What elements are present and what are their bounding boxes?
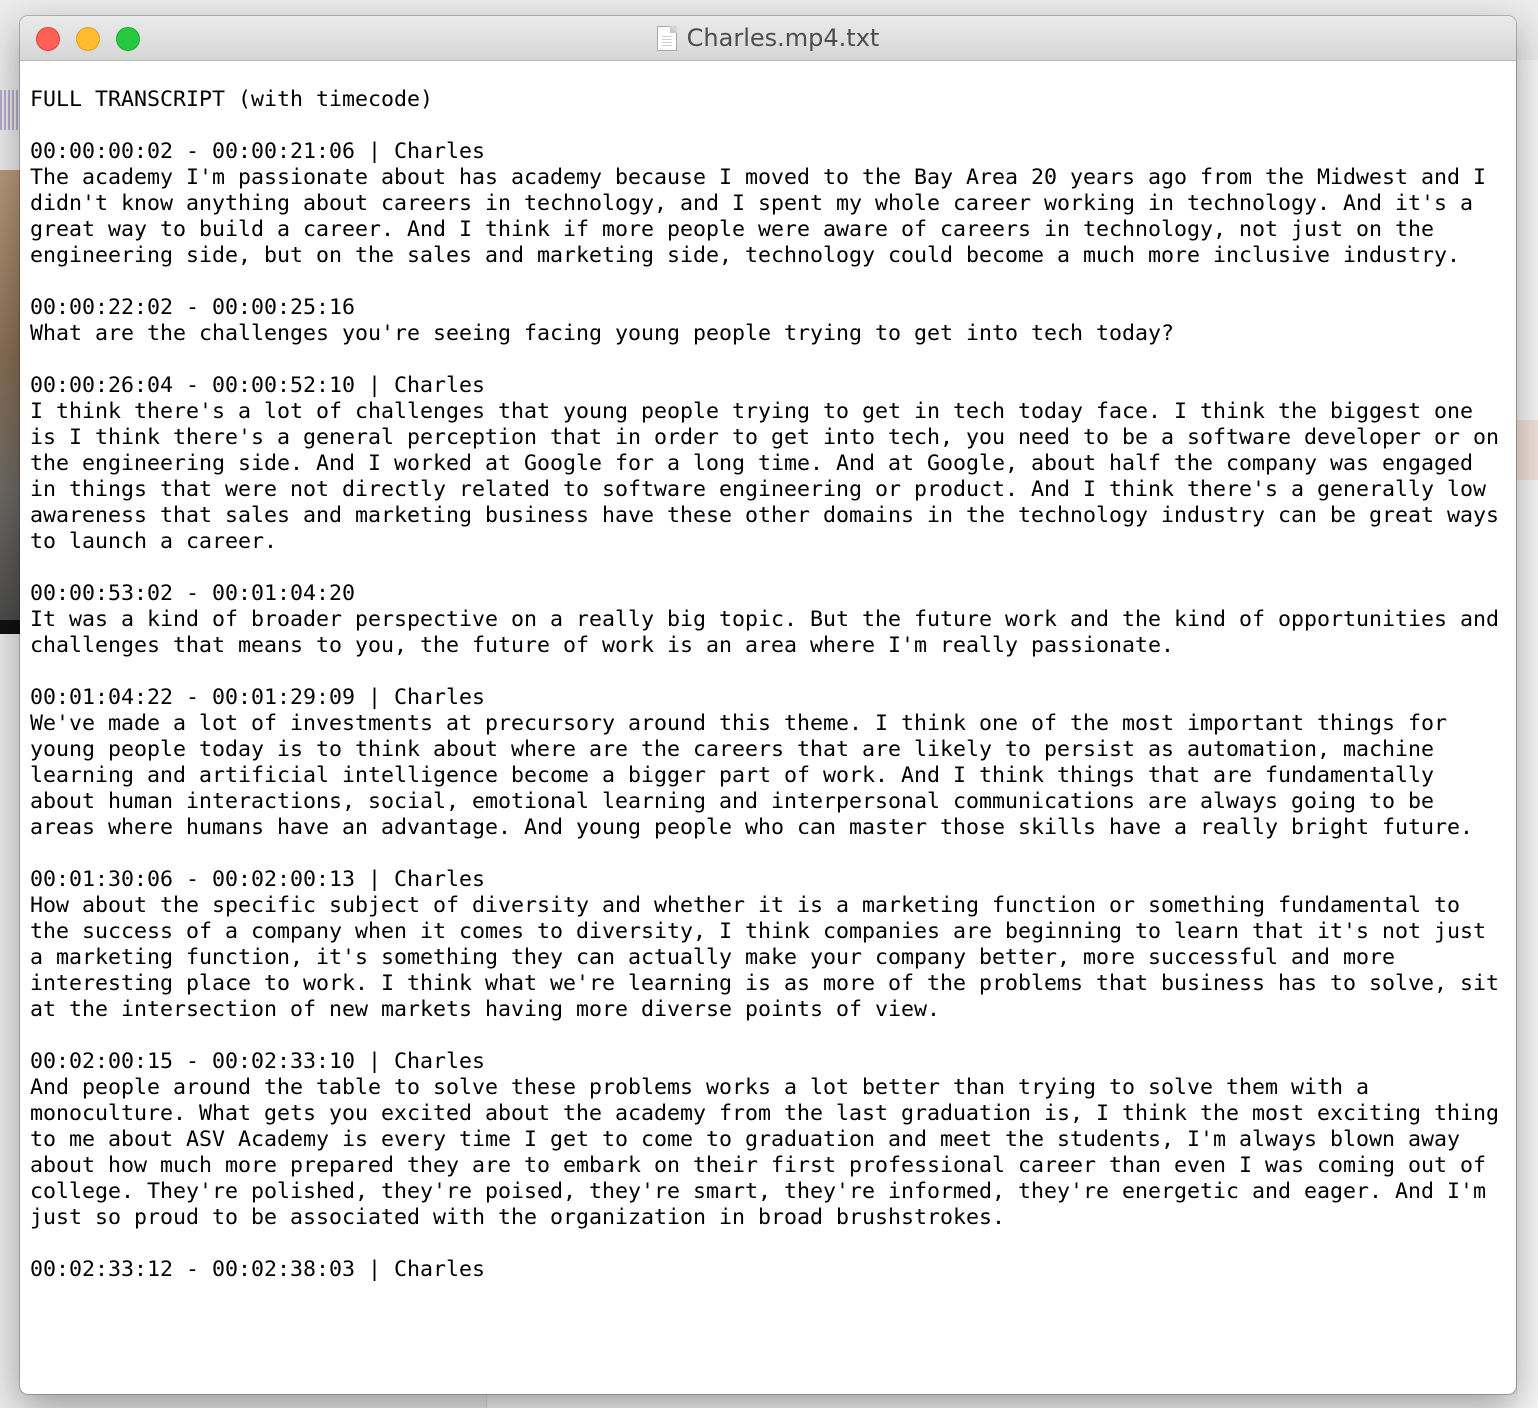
transcript-header: FULL TRANSCRIPT (with timecode) <box>30 87 434 112</box>
segment-timecode: 00:00:22:02 - 00:00:25:16 <box>30 295 356 320</box>
title-group <box>20 16 1516 60</box>
text-area[interactable] <box>20 61 1516 1394</box>
segment-timecode: 00:01:30:06 - 00:02:00:13 | Charles <box>30 867 486 892</box>
segment-text: I think there's a lot of challenges that young people trying to get in tech today face. I think the biggest one is I think there's a general perception that in order to get into tech, you need to be a software developer or on the engineering side. And I worked at Google for a long time. And at Google, about half the company was engaged in things that were not directly related to software engineering or product. And I think there's a generally low awareness that sales and marketing business have these other domains in the technology industry can be great ways to launch a career. <box>30 399 1513 554</box>
transcript-segments <box>30 139 1516 1231</box>
transcript-segment <box>30 685 1516 841</box>
segment-timecode: 00:00:26:04 - 00:00:52:10 | Charles <box>30 373 486 398</box>
background-video-thumbnail <box>0 170 22 630</box>
window-title: Charles.mp4.txt <box>686 24 880 52</box>
transcript-segment <box>30 295 1516 347</box>
transcript-segment <box>30 581 1516 659</box>
segment-text: We've made a lot of investments at precursory around this theme. I think one of the most important things for young people today is to think about where are the careers that are likely to persist as automation, machine learning and artificial intelligence become a bigger part of work. And I think things that are fundamentally about human interactions, social, emotional learning and interpersonal communications are always going to be areas where humans have an advantage. And young people who can master those skills have a really bright future. <box>30 711 1474 840</box>
segment-timecode: 00:01:04:22 - 00:01:29:09 | Charles <box>30 685 486 710</box>
document-icon <box>657 26 677 51</box>
segment-text: What are the challenges you're seeing facing young people trying to get into tech today? <box>30 321 1175 346</box>
background-document-edge <box>1516 60 1538 1408</box>
background-waveform <box>0 90 22 130</box>
text-editor-window <box>20 16 1516 1394</box>
background-video-bar <box>0 620 22 634</box>
transcript-segment <box>30 1049 1516 1231</box>
background-highlight <box>1517 420 1538 480</box>
partial-next-line: 00:02:33:12 - 00:02:38:03 | Charles <box>30 1257 486 1282</box>
segment-text: The academy I'm passionate about has academy because I moved to the Bay Area 20 years ago from the Midwest and I didn't know anything about careers in technology, and I spent my whole career working in technology. And it's a great way to build a career. And I think if more people were aware of careers in technology, not just on the engineering side, but on the sales and marketing side, technology could become a much more inclusive industry. <box>30 165 1500 268</box>
segment-text: And people around the table to solve these problems works a lot better than trying to solve them with a monoculture. What gets you excited about the academy from the last graduation is, I think the most exciting thing to me about ASV Academy is every time I get to come to graduation and meet the students, I'm always blown away about how much more prepared they are to embark on their first professional career than even I was coming out of college. They're polished, they're poised, they're smart, they're informed, they're energetic and eager. And I'm just so proud to be associated with the organization in broad brushstrokes. <box>30 1075 1513 1230</box>
segment-timecode: 00:00:53:02 - 00:01:04:20 <box>30 581 356 606</box>
segment-text: It was a kind of broader perspective on a really big topic. But the future work and the kind of opportunities and challenges that means to you, the future of work is an area where I'm really passionate. <box>30 607 1513 658</box>
title-bar[interactable] <box>20 16 1516 61</box>
segment-timecode: 00:00:00:02 - 00:00:21:06 | Charles <box>30 139 486 164</box>
segment-text: How about the specific subject of diversity and whether it is a marketing function or something fundamental to the success of a company when it comes to diversity, I think companies are beginning to learn that it's not just a marketing function, it's something they can actually make your company better, more successful and more interesting place to work. I think what we're learning is as more of the problems that business has to solve, sit at the intersection of new markets having more diverse points of view. <box>30 893 1513 1022</box>
transcript-segment <box>30 867 1516 1023</box>
transcript-segment <box>30 373 1516 555</box>
segment-timecode: 00:02:00:15 - 00:02:33:10 | Charles <box>30 1049 486 1074</box>
background-document-bottom <box>486 1394 1517 1408</box>
transcript-segment <box>30 139 1516 269</box>
